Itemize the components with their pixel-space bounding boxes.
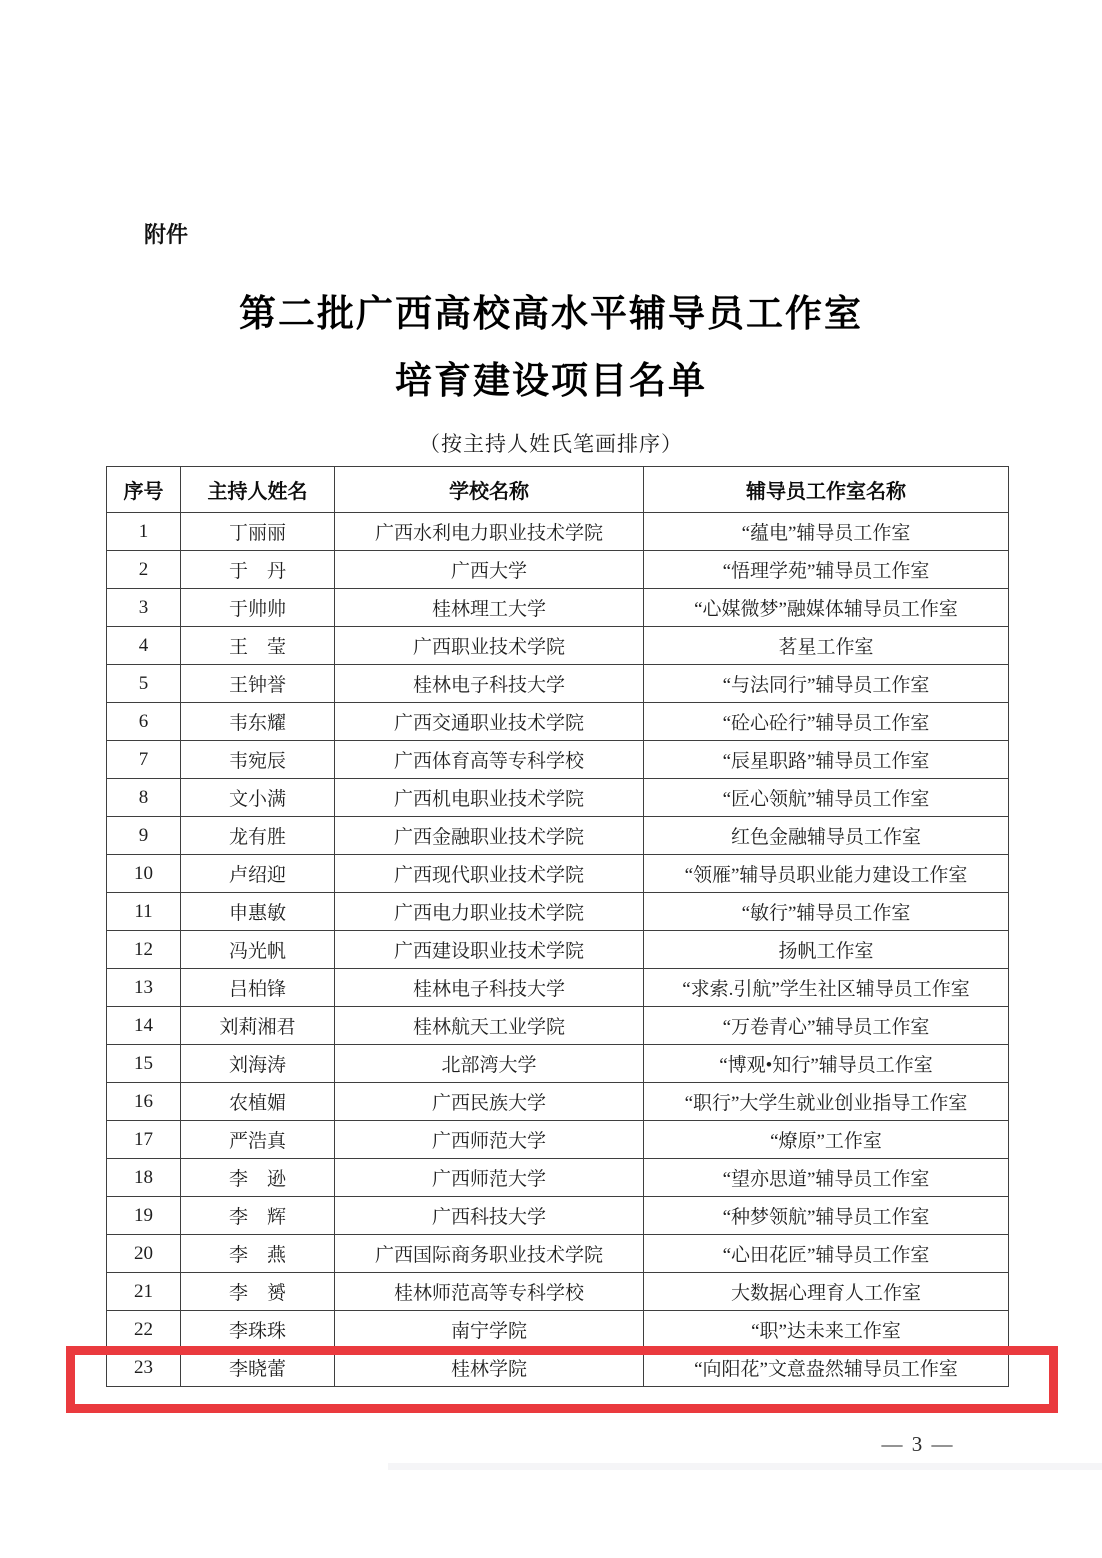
table-row xyxy=(107,1273,1009,1311)
sort-note: （按主持人姓氏笔画排序） xyxy=(419,432,683,456)
table-cell-studio: “悟理学苑”辅导员工作室 xyxy=(644,551,1009,589)
table-cell-school: 广西师范大学 xyxy=(335,1159,644,1197)
table-cell-school: 桂林电子科技大学 xyxy=(335,969,644,1007)
table-cell-name: 农植媚 xyxy=(181,1083,335,1121)
table-cell-studio: “向阳花”文意盎然辅导员工作室 xyxy=(644,1349,1009,1387)
table-cell-school: 广西交通职业技术学院 xyxy=(335,703,644,741)
table-cell-school: 桂林电子科技大学 xyxy=(335,665,644,703)
table-row xyxy=(107,627,1009,665)
table-cell-no: 11 xyxy=(107,893,181,931)
table-cell-no: 5 xyxy=(107,665,181,703)
table-cell-studio: “蕴电”辅导员工作室 xyxy=(644,513,1009,551)
table-cell-school: 广西水利电力职业技术学院 xyxy=(335,513,644,551)
table-cell-name: 李 辉 xyxy=(181,1197,335,1235)
table-cell-no: 3 xyxy=(107,589,181,627)
table-cell-studio: “博观•知行”辅导员工作室 xyxy=(644,1045,1009,1083)
workshop-table xyxy=(106,466,1009,1387)
table-cell-studio: “职”达未来工作室 xyxy=(644,1311,1009,1349)
table-cell-name: 刘海涛 xyxy=(181,1045,335,1083)
table-header xyxy=(107,467,1009,513)
table-cell-name: 韦宛辰 xyxy=(181,741,335,779)
table-cell-name: 王钟誉 xyxy=(181,665,335,703)
table-body xyxy=(107,513,1009,1387)
table-row xyxy=(107,665,1009,703)
table-cell-school: 广西师范大学 xyxy=(335,1121,644,1159)
header-cell-school: 学校名称 xyxy=(335,467,644,513)
table-row xyxy=(107,1083,1009,1121)
table-row xyxy=(107,779,1009,817)
table-cell-school: 广西民族大学 xyxy=(335,1083,644,1121)
table-cell-studio: “种梦领航”辅导员工作室 xyxy=(644,1197,1009,1235)
table-cell-name: 龙有胜 xyxy=(181,817,335,855)
table-header-row xyxy=(107,467,1009,513)
table-cell-no: 19 xyxy=(107,1197,181,1235)
document-title-line2: 培育建设项目名单 xyxy=(395,360,707,401)
table-row xyxy=(107,551,1009,589)
table-cell-school: 广西体育高等专科学校 xyxy=(335,741,644,779)
table-row xyxy=(107,1121,1009,1159)
table-cell-school: 广西国际商务职业技术学院 xyxy=(335,1235,644,1273)
table-row xyxy=(107,1045,1009,1083)
table-cell-studio: “燎原”工作室 xyxy=(644,1121,1009,1159)
table-cell-name: 丁丽丽 xyxy=(181,513,335,551)
table-cell-name: 李 逊 xyxy=(181,1159,335,1197)
table-cell-studio: “心田花匠”辅导员工作室 xyxy=(644,1235,1009,1273)
table-row xyxy=(107,741,1009,779)
table-cell-no: 8 xyxy=(107,779,181,817)
table-cell-studio: “辰星职路”辅导员工作室 xyxy=(644,741,1009,779)
table-cell-studio: “心媒微梦”融媒体辅导员工作室 xyxy=(644,589,1009,627)
table-cell-name: 于 丹 xyxy=(181,551,335,589)
table-row xyxy=(107,893,1009,931)
table-cell-school: 南宁学院 xyxy=(335,1311,644,1349)
table-cell-studio: 红色金融辅导员工作室 xyxy=(644,817,1009,855)
table-row xyxy=(107,589,1009,627)
table-cell-studio: “望亦思道”辅导员工作室 xyxy=(644,1159,1009,1197)
table-row xyxy=(107,513,1009,551)
table-cell-school: 桂林师范高等专科学校 xyxy=(335,1273,644,1311)
table-cell-name: 卢绍迎 xyxy=(181,855,335,893)
highlight-box-row-23 xyxy=(66,1346,1058,1413)
table-cell-name: 王 莹 xyxy=(181,627,335,665)
table-cell-no: 7 xyxy=(107,741,181,779)
table-cell-studio: 大数据心理育人工作室 xyxy=(644,1273,1009,1311)
table-cell-no: 15 xyxy=(107,1045,181,1083)
table-cell-school: 桂林理工大学 xyxy=(335,589,644,627)
attachment-label: 附件 xyxy=(144,222,189,247)
table-cell-studio: “匠心领航”辅导员工作室 xyxy=(644,779,1009,817)
table-cell-studio: “万卷青心”辅导员工作室 xyxy=(644,1007,1009,1045)
table-cell-name: 李晓蕾 xyxy=(181,1349,335,1387)
table-row xyxy=(107,1235,1009,1273)
header-cell-studio: 辅导员工作室名称 xyxy=(644,467,1009,513)
table-row xyxy=(107,1159,1009,1197)
table-cell-no: 4 xyxy=(107,627,181,665)
table-cell-name: 刘莉湘君 xyxy=(181,1007,335,1045)
table-cell-name: 李 燕 xyxy=(181,1235,335,1273)
table-cell-name: 严浩真 xyxy=(181,1121,335,1159)
table-cell-name: 韦东耀 xyxy=(181,703,335,741)
table-row xyxy=(107,931,1009,969)
header-cell-no: 序号 xyxy=(107,467,181,513)
table-cell-name: 李珠珠 xyxy=(181,1311,335,1349)
table-cell-no: 17 xyxy=(107,1121,181,1159)
document-title-line1: 第二批广西高校高水平辅导员工作室 xyxy=(239,293,863,334)
table-cell-studio: “砼心砼行”辅导员工作室 xyxy=(644,703,1009,741)
table-cell-studio: “职行”大学生就业创业指导工作室 xyxy=(644,1083,1009,1121)
table-cell-studio: “与法同行”辅导员工作室 xyxy=(644,665,1009,703)
table-cell-no: 16 xyxy=(107,1083,181,1121)
table-row xyxy=(107,1311,1009,1349)
page-number: — 3 — xyxy=(881,1432,955,1456)
table-cell-no: 9 xyxy=(107,817,181,855)
table-cell-studio: 茗星工作室 xyxy=(644,627,1009,665)
table-row xyxy=(107,817,1009,855)
table-cell-name: 文小满 xyxy=(181,779,335,817)
table-cell-school: 桂林航天工业学院 xyxy=(335,1007,644,1045)
table-cell-school: 广西金融职业技术学院 xyxy=(335,817,644,855)
table-row xyxy=(107,855,1009,893)
table-cell-no: 18 xyxy=(107,1159,181,1197)
table-cell-no: 13 xyxy=(107,969,181,1007)
table-cell-no: 10 xyxy=(107,855,181,893)
table-cell-no: 21 xyxy=(107,1273,181,1311)
table-cell-school: 广西电力职业技术学院 xyxy=(335,893,644,931)
table-cell-no: 1 xyxy=(107,513,181,551)
table-cell-no: 14 xyxy=(107,1007,181,1045)
table-cell-name: 冯光帆 xyxy=(181,931,335,969)
table-cell-no: 6 xyxy=(107,703,181,741)
table-cell-school: 广西大学 xyxy=(335,551,644,589)
table-cell-studio: “求索.引航”学生社区辅导员工作室 xyxy=(644,969,1009,1007)
table-cell-studio: “敏行”辅导员工作室 xyxy=(644,893,1009,931)
table-cell-studio: “领雁”辅导员职业能力建设工作室 xyxy=(644,855,1009,893)
table-cell-name: 申惠敏 xyxy=(181,893,335,931)
scan-artifact-band xyxy=(388,1463,1102,1470)
table-cell-no: 2 xyxy=(107,551,181,589)
table-cell-name: 李 赟 xyxy=(181,1273,335,1311)
table-cell-no: 20 xyxy=(107,1235,181,1273)
table-cell-name: 吕柏锋 xyxy=(181,969,335,1007)
table-cell-school: 桂林学院 xyxy=(335,1349,644,1387)
table-cell-studio: 扬帆工作室 xyxy=(644,931,1009,969)
table-row xyxy=(107,703,1009,741)
table-row xyxy=(107,969,1009,1007)
table-cell-school: 广西机电职业技术学院 xyxy=(335,779,644,817)
table-cell-no: 22 xyxy=(107,1311,181,1349)
table-cell-no: 12 xyxy=(107,931,181,969)
table-cell-school: 广西建设职业技术学院 xyxy=(335,931,644,969)
table-cell-name: 于帅帅 xyxy=(181,589,335,627)
table-cell-school: 北部湾大学 xyxy=(335,1045,644,1083)
table-row xyxy=(107,1007,1009,1045)
table-row xyxy=(107,1197,1009,1235)
table-cell-school: 广西现代职业技术学院 xyxy=(335,855,644,893)
header-cell-name: 主持人姓名 xyxy=(181,467,335,513)
table-cell-school: 广西职业技术学院 xyxy=(335,627,644,665)
table-cell-no: 23 xyxy=(107,1349,181,1387)
table-cell-school: 广西科技大学 xyxy=(335,1197,644,1235)
